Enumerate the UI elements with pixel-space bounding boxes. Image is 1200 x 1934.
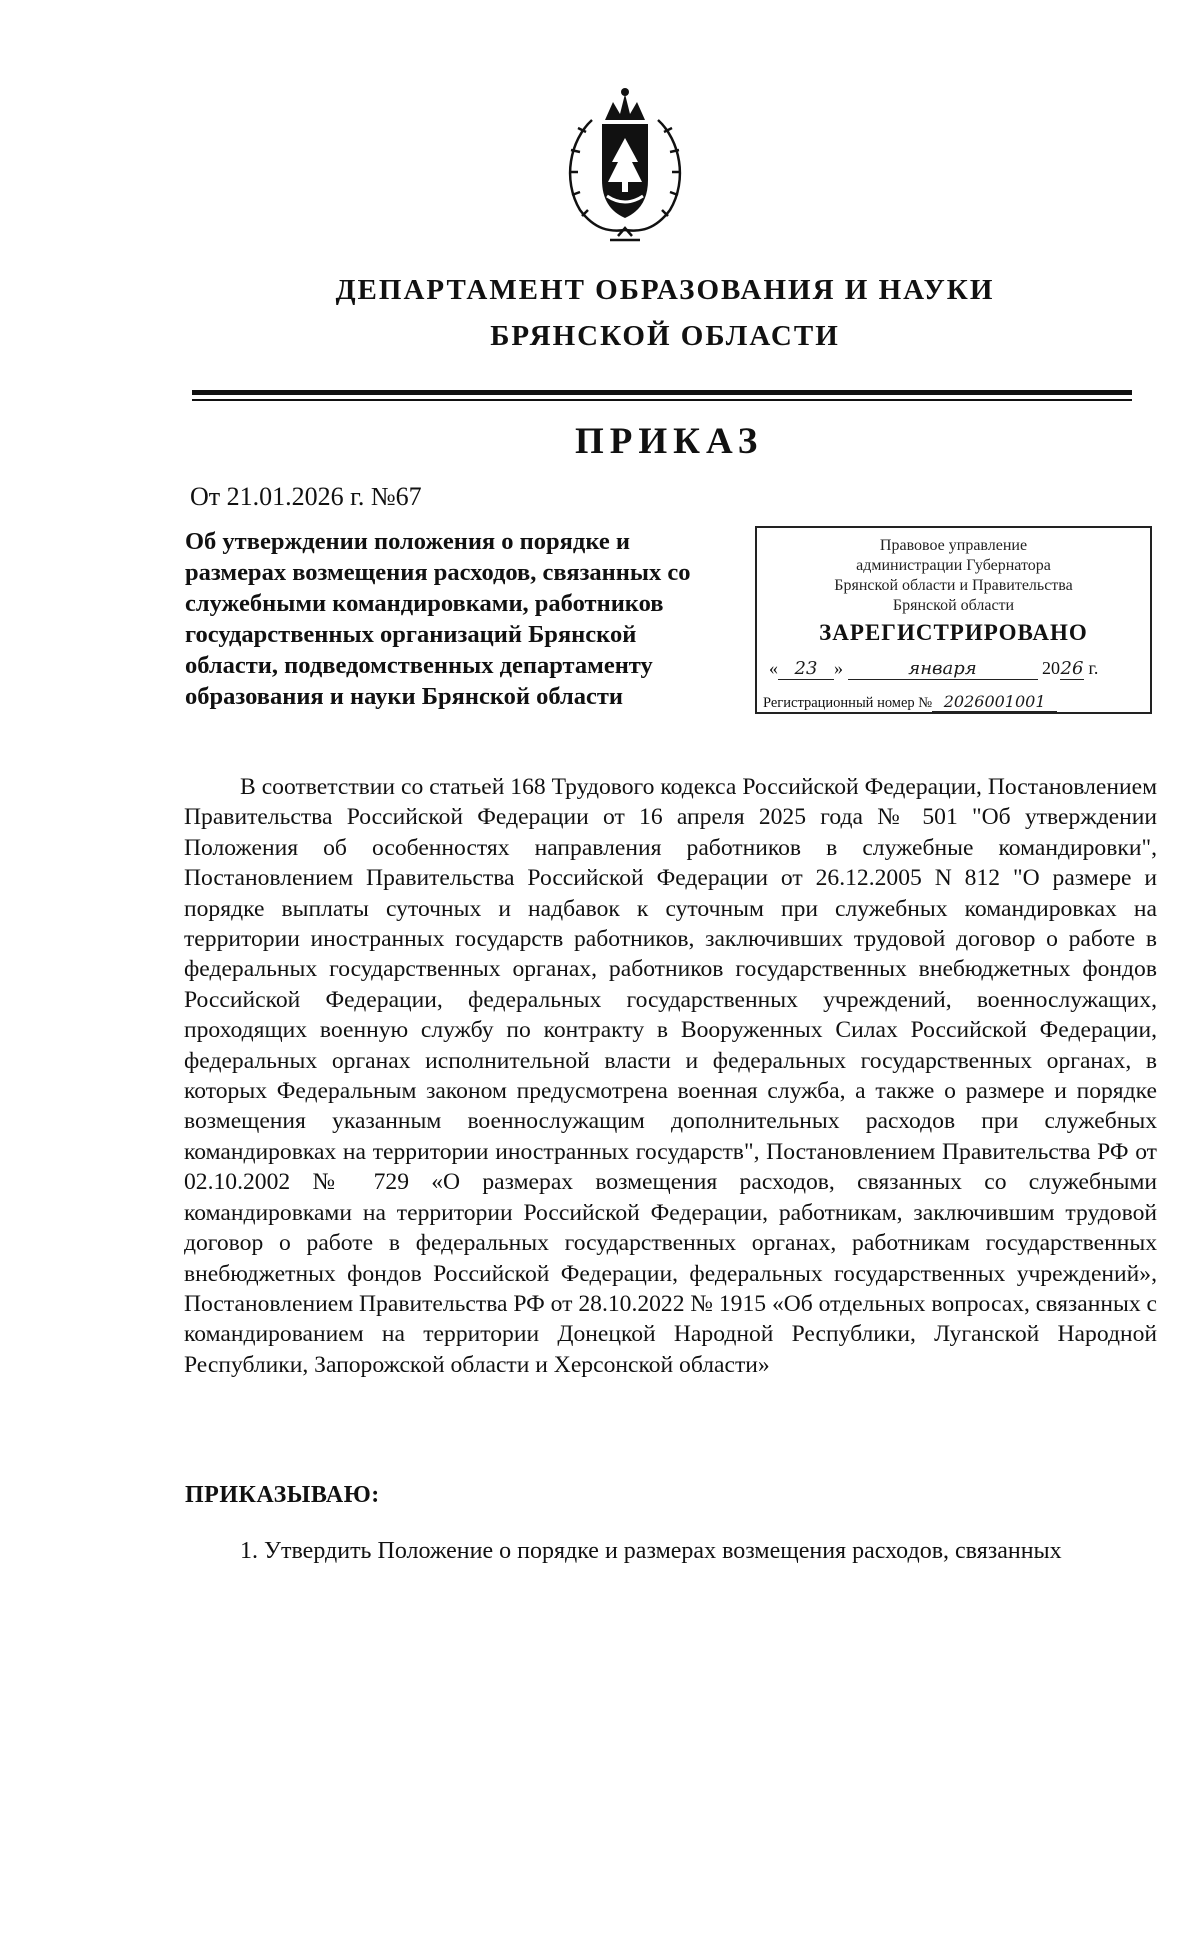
- department-name-line-1: ДЕПАРТАМЕНТ ОБРАЗОВАНИЯ И НАУКИ: [335, 274, 995, 306]
- stamp-registered-label: ЗАРЕГИСТРИРОВАНО: [819, 620, 1088, 645]
- stamp-quote-open: «: [769, 658, 778, 678]
- stamp-year-prefix: 20: [1042, 658, 1060, 678]
- stamp-line-4: Брянской области: [892, 597, 1015, 614]
- registration-stamp: [755, 526, 1152, 714]
- stamp-line-1: Правовое управление: [879, 537, 1028, 554]
- bryansk-coat-of-arms-emblem: [550, 80, 700, 245]
- stamp-reg-number: 2026001001: [932, 692, 1057, 712]
- stamp-date-line: [769, 658, 1142, 680]
- stamp-quote-close: »: [834, 658, 843, 678]
- stamp-reg-number-line: [763, 692, 1142, 712]
- stamp-reg-number-label: Регистрационный номер №: [763, 695, 933, 711]
- order-title: Об утверждении положения о порядке и размерах возмещения расходов, связанных со служебными командировками, работников государственных организаций Брянской области, подведомственных департаменту образования и науки Брянской области: [185, 528, 691, 710]
- document-type-heading: ПРИКАЗ: [575, 421, 764, 462]
- stamp-day: 23: [778, 658, 834, 680]
- department-name-line-2: БРЯНСКОЙ ОБЛАСТИ: [490, 320, 840, 352]
- stamp-line-3: Брянской области и Правительства: [834, 577, 1073, 594]
- header-divider-thin: [192, 399, 1132, 401]
- order-date-number: От 21.01.2026 г. №67: [190, 482, 422, 511]
- preamble-paragraph: В соответствии со статьей 168 Трудового кодекса Российской Федерации, Постановлением Правительства Российской Федерации от 16 апреля 2025 года № 501 "Об утверждении Положения об особенностях направления работников в служебные командировки", Постановлением Правительства Российской Федерации от 26.12.2005 N 812 "О размере и порядке выплаты суточных и надбавок к суточным при служебных командировках на территории иностранных государств работников, заключивших трудовой договор о работе в федеральных государственных органах, работников государственных внебюджетных фондов Российской Федерации, федеральных государственных учреждений, военнослужащих, проходящих военную службу по контракту в Вооруженных Силах Российской Федерации, федеральных органах исполнительной власти и федеральных государственных органах, в которых Федеральным законом предусмотрена военная служба, а также о размере и порядке возмещения указанным военнослужащим дополнительных расходов при служебных командировках на территории иностранных государств", Постановлением Правительства РФ от 02.10.2002 № 729 «О размерах возмещения расходов, связанных со служебными командировками на территории Российской Федерации, работникам, заключившим трудовой договор о работе в федеральных государственных органах, работникам государственных внебюджетных фондов Российской Федерации, федеральных государственных учреждений», Постановлением Правительства РФ от 28.10.2022 № 1915 «Об отдельных вопросах, связанных с командированием на территории Донецкой Народной Республики, Луганской Народной Республики, Запорожской области и Херсонской области»: [184, 774, 1157, 1378]
- stamp-line-2: администрации Губернатора: [856, 557, 1051, 574]
- stamp-month: января: [848, 658, 1038, 680]
- header-divider-thick: [192, 390, 1132, 395]
- order-item-1: 1. Утвердить Положение о порядке и размерах возмещения расходов, связанных: [240, 1538, 1062, 1564]
- order-heading: ПРИКАЗЫВАЮ:: [185, 1482, 380, 1508]
- stamp-year-unit: г.: [1088, 658, 1099, 678]
- stamp-year-suffix: 26: [1060, 658, 1084, 679]
